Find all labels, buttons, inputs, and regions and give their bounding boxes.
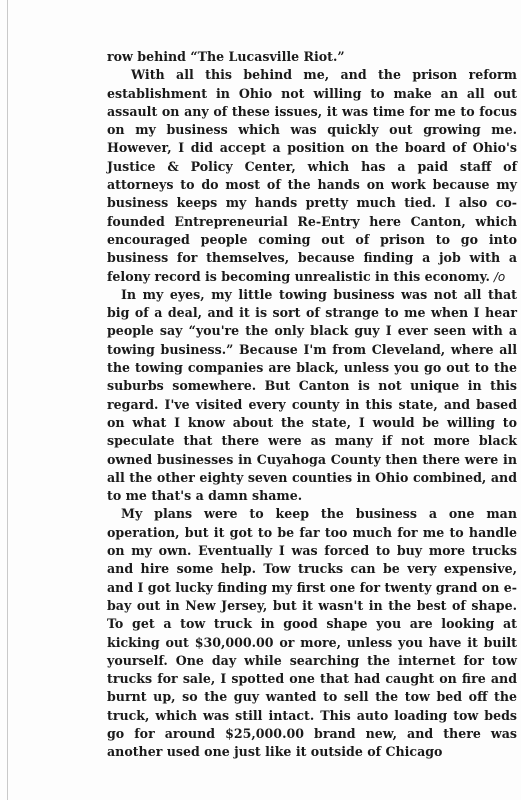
paragraph-text: With all this behind me, and the prison reform establishment in Ohio not willing to make an all out assault on any of these issues, it was time for me to focus on my business which was quickly out growing me. However, I did accept a position on the board of Ohio's Justice & Policy Center, which has a paid staff of attorneys to do most of the hands on work because my business keeps my hands pretty much tied. I also co-founded Entrepreneurial Re-Entry here Canton, which encouraged people coming out of prison to go into business for themselves, because finding a job with a felony record is becoming unrealistic in this economy. [107,67,517,284]
handwritten-note: /o [493,269,506,284]
paragraph-continuation: row behind “The Lucasville Riot.” [107,49,345,64]
page-margin-line [7,0,8,800]
paragraph: My plans were to keep the business a one man operation, but it got to be far too much for me to handle on my own. Eventually I was forced to buy more trucks and hire some help. Tow trucks can be very expensive, and I got lucky finding my first one for twenty grand on e-bay out in New Jersey, but it wasn't in the best of shape. To get a tow truck in good shape you are looking at kicking out $30,000.00 or more, unless you have it built yourself. One day while searching the internet for tow trucks for sale, I spotted one that had caught on fire and burnt up, so the guy wanted to sell the tow bed off the truck, which was still intact. This auto loading tow beds go for around $25,000.00 brand new, and there was another used one just like it outside of Chicago [107,506,517,760]
body-text [107,48,517,762]
paragraph [107,66,517,286]
paragraph: In my eyes, my little towing business was not all that big of a deal, and it is sort of strange to me when I hear people say “you're the only black guy I ever seen with a towing business.” Because I'm from Cleveland, where all the towing companies are black, unless you go out to the suburbs somewhere. But Canton is not unique in this regard. I've visited every county in this state, and based on what I know about the state, I would be willing to speculate that there were as many if not more black owned businesses in Cuyahoga County then there were in all the other eighty seven counties in Ohio combined, and to me that's a damn shame. [107,286,517,504]
